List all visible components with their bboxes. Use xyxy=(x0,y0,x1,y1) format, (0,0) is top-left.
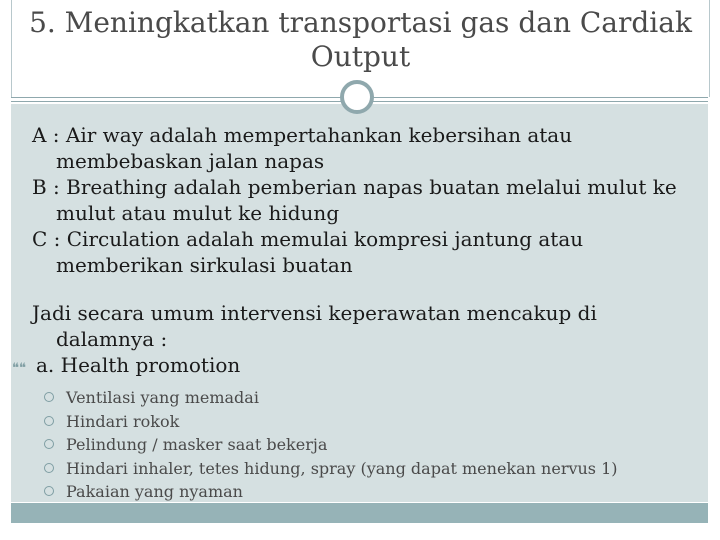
ring-bullet-icon xyxy=(44,486,54,496)
breathing-paragraph: B : Breathing adalah pemberian napas buatan melalui mulut ke mulut atau mulut ke hidung xyxy=(32,175,677,225)
list-item: Hindari rokok xyxy=(44,410,692,434)
circulation-paragraph: C : Circulation adalah memulai kompresi jantung atau memberikan sirkulasi buatan xyxy=(32,227,584,277)
circle-ornament-icon xyxy=(340,80,374,114)
list-item: Pelindung / masker saat bekerja xyxy=(44,433,692,457)
bullet-arrow-icon: ❝❝ xyxy=(12,361,26,376)
list-item: Ventilasi yang memadai xyxy=(44,386,692,410)
bullet-label: a. Health promotion xyxy=(36,353,241,377)
bullet-health-promotion xyxy=(12,352,692,382)
summary-paragraph: Jadi secara umum intervensi keperawatan mencakup di dalamnya : xyxy=(32,301,597,351)
slide-body xyxy=(12,122,692,504)
health-promotion-list xyxy=(44,386,692,504)
ring-bullet-icon xyxy=(44,416,54,426)
list-item: Hindari inhaler, tetes hidung, spray (yang dapat menekan nervus 1) xyxy=(44,457,692,481)
ring-bullet-icon xyxy=(44,392,54,402)
airway-paragraph: A : Air way adalah mempertahankan kebersihan atau membebaskan jalan napas xyxy=(32,123,573,173)
slide-title: 5. Meningkatkan transportasi gas dan Cardiak Output xyxy=(29,6,692,73)
footer-bar xyxy=(11,503,708,523)
ring-bullet-icon xyxy=(44,463,54,473)
ring-bullet-icon xyxy=(44,439,54,449)
list-item: Pakaian yang nyaman xyxy=(44,480,692,504)
